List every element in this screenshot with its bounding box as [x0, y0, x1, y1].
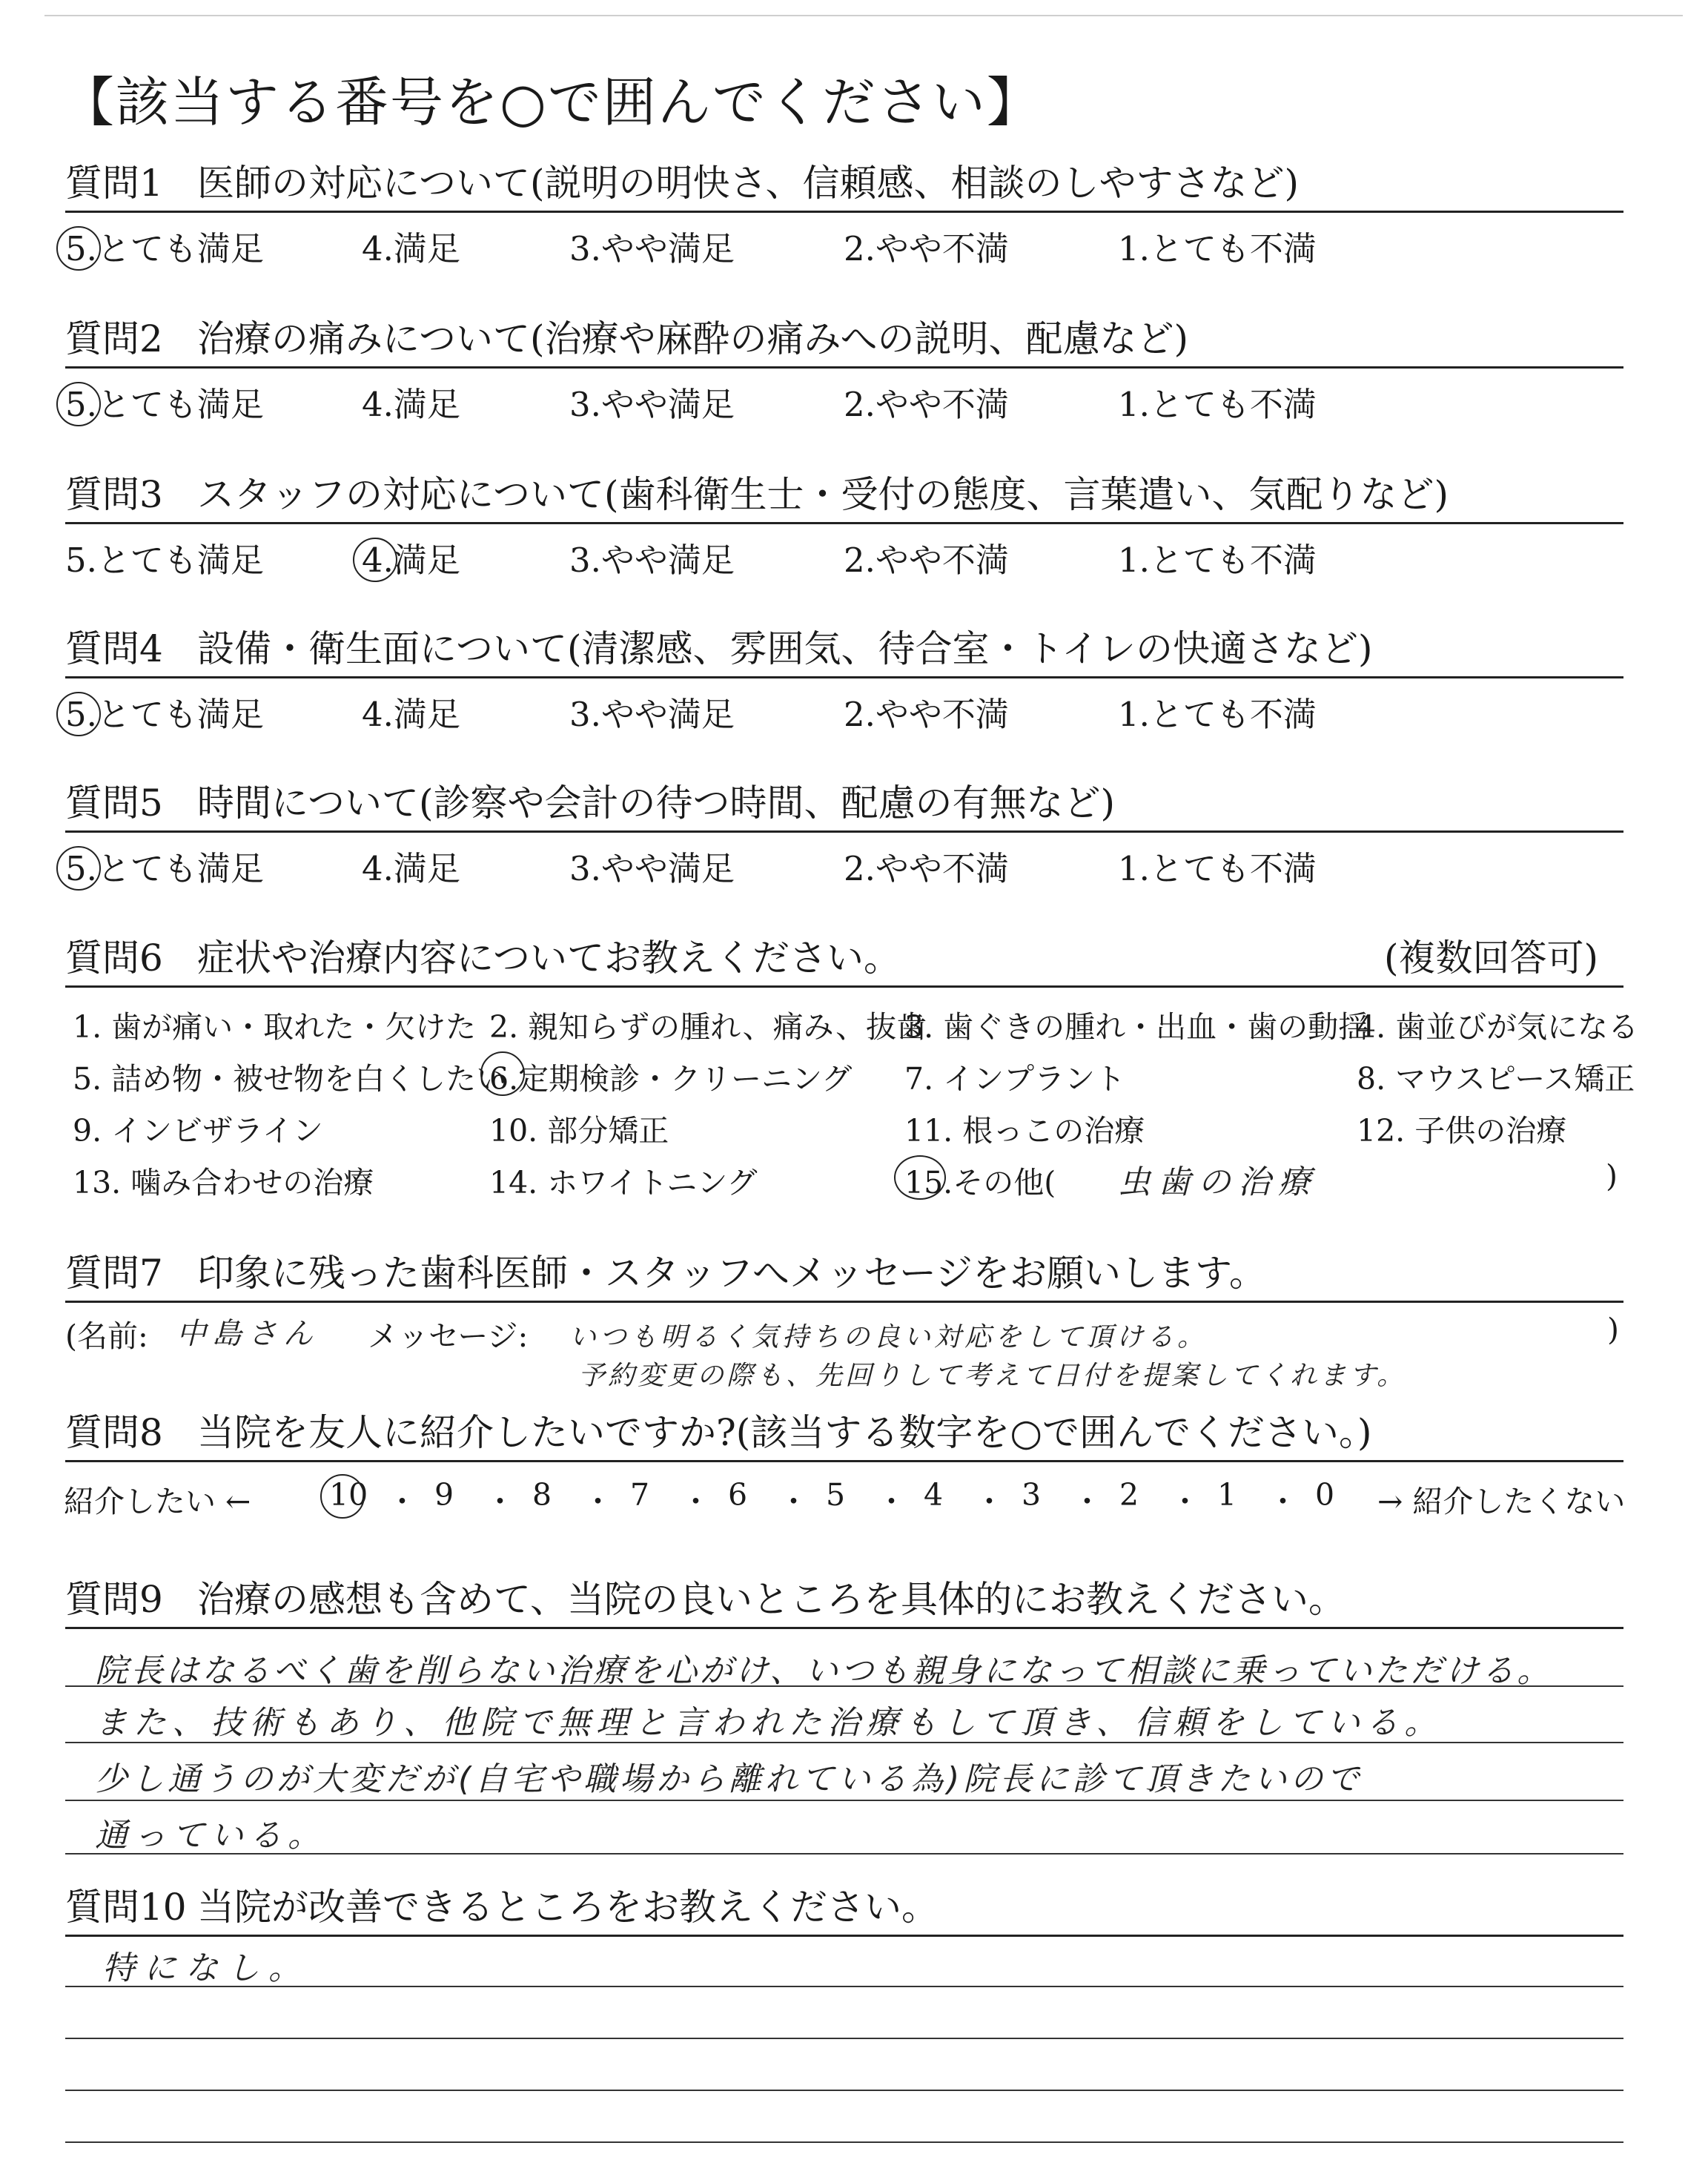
- option-5-circled[interactable]: 5.とても満足: [65, 849, 264, 888]
- ruled-line: [65, 1742, 1623, 1743]
- question-1: [65, 156, 1623, 280]
- ruled-line: [65, 1986, 1623, 1987]
- question-10: [65, 1880, 1623, 2159]
- option-5[interactable]: 5.とても満足: [65, 541, 264, 580]
- question-title: [65, 1246, 1623, 1303]
- name-handwritten: 中島さん: [176, 1317, 319, 1351]
- option-1[interactable]: 1.とても不満: [1118, 385, 1317, 424]
- question-text: スタッフの対応について(歯科衛生士・受付の態度、言葉遣い、気配りなど): [197, 473, 1449, 516]
- multiple-answer-note: (複数回答可): [1383, 937, 1598, 980]
- question-5: [65, 776, 1623, 899]
- question-4: [65, 621, 1623, 745]
- ruled-line: [65, 1685, 1623, 1687]
- question-number: 質問4: [65, 627, 163, 670]
- question-title: [65, 156, 1623, 213]
- answer-line: 院長はなるべく歯を削らない治療を心がけ、いつも親身になって相談に乗っていただける。: [95, 1652, 1553, 1690]
- scale-dot: ・: [1268, 1484, 1298, 1519]
- question-title: [65, 1880, 1623, 1937]
- scale-4[interactable]: 4: [924, 1477, 944, 1513]
- symptom-option[interactable]: 14. ホワイトニング: [489, 1165, 758, 1200]
- scale-dot: ・: [583, 1484, 613, 1519]
- option-4[interactable]: 4.満足: [362, 695, 460, 734]
- question-number: 質問3: [65, 473, 163, 516]
- ruled-line: [65, 2090, 1623, 2091]
- symptom-option[interactable]: 8. マウスピース矯正: [1357, 1061, 1635, 1097]
- option-4[interactable]: 4.満足: [362, 849, 460, 888]
- scale-10-circled[interactable]: 10: [329, 1477, 368, 1513]
- scale-left-label: 紹介したい ←: [64, 1484, 251, 1519]
- option-1[interactable]: 1.とても不満: [1118, 541, 1317, 580]
- symptom-option[interactable]: 13. 噛み合わせの治療: [73, 1165, 374, 1200]
- question-text: 症状や治療内容についてお教えください。: [197, 937, 901, 980]
- other-close-paren: ): [1606, 1158, 1618, 1194]
- message-label: メッセージ:: [368, 1318, 529, 1354]
- scale-8[interactable]: 8: [532, 1477, 552, 1513]
- scale-dot: ・: [681, 1484, 711, 1519]
- scale-7[interactable]: 7: [630, 1477, 650, 1513]
- top-border: [44, 15, 1683, 16]
- symptom-option[interactable]: 10. 部分矯正: [489, 1113, 669, 1149]
- question-text: 当院が改善できるところをお教えください。: [197, 1886, 939, 1929]
- question-7: [65, 1246, 1623, 1407]
- answer-lines: [65, 1937, 1623, 2159]
- question-title: [65, 1405, 1623, 1462]
- rating-options: [65, 678, 1623, 745]
- ruled-line: [65, 2038, 1623, 2039]
- symptom-option[interactable]: 5. 詰め物・被せ物を白くしたい: [73, 1061, 507, 1097]
- question-number: 質問7: [65, 1252, 163, 1295]
- question-number: 質問2: [65, 317, 163, 360]
- ruled-line: [65, 1800, 1623, 1801]
- scale-dot: ・: [387, 1484, 417, 1519]
- scale-dot: ・: [485, 1484, 515, 1519]
- question-text: 設備・衛生面について(清潔感、雰囲気、待合室・トイレの快適さなど): [197, 627, 1373, 670]
- answer-line: 少し通うのが大変だが(自宅や職場から離れている為)院長に診て頂きたいので: [95, 1760, 1363, 1798]
- symptom-option[interactable]: 12. 子供の治療: [1357, 1113, 1567, 1149]
- symptom-option[interactable]: 4. 歯並びが気になる: [1357, 1009, 1639, 1045]
- scale-2[interactable]: 2: [1119, 1477, 1139, 1513]
- symptom-options: [65, 988, 1639, 1210]
- option-2[interactable]: 2.やや不満: [844, 229, 1009, 268]
- option-2[interactable]: 2.やや不満: [844, 695, 1009, 734]
- option-4-circled[interactable]: 4.満足: [362, 541, 460, 580]
- scale-right-label: → 紹介したくない: [1377, 1484, 1626, 1519]
- scale-1[interactable]: 1: [1217, 1477, 1237, 1513]
- option-5-circled[interactable]: 5.とても満足: [65, 695, 264, 734]
- sheet-heading: 【該当する番号を○で囲んでください】: [61, 71, 1042, 133]
- recommend-scale: [64, 1462, 1626, 1529]
- symptom-option-other-circled[interactable]: 15.その他(: [904, 1158, 1056, 1202]
- question-6: [65, 931, 1639, 1210]
- rating-options: [65, 524, 1623, 591]
- other-text-handwritten: 虫歯の治療: [1118, 1163, 1318, 1201]
- question-text: 当院を友人に紹介したいですか?(該当する数字を○で囲んでください。): [197, 1411, 1372, 1454]
- option-2[interactable]: 2.やや不満: [844, 849, 1009, 888]
- question-text: 治療の感想も含めて、当院の良いところを具体的にお教えください。: [197, 1578, 1345, 1621]
- option-1[interactable]: 1.とても不満: [1118, 695, 1317, 734]
- rating-options: [65, 213, 1623, 280]
- symptom-option[interactable]: 11. 根っこの治療: [904, 1113, 1145, 1149]
- answer-line: 特になし。: [102, 1949, 310, 1987]
- scale-6[interactable]: 6: [728, 1477, 748, 1513]
- rating-options: [65, 833, 1623, 899]
- option-5-circled[interactable]: 5.とても満足: [65, 385, 264, 424]
- question-8: [64, 1405, 1626, 1529]
- option-2[interactable]: 2.やや不満: [844, 541, 1009, 580]
- option-3[interactable]: 3.やや満足: [569, 695, 735, 734]
- question-title: [65, 931, 1623, 988]
- question-number: 質問9: [65, 1578, 163, 1621]
- question-number: 質問5: [65, 782, 163, 825]
- scale-9[interactable]: 9: [434, 1477, 454, 1513]
- question-number: 質問6: [65, 937, 163, 980]
- message-close-paren: ): [1607, 1312, 1619, 1347]
- scale-dot: ・: [876, 1484, 907, 1519]
- symptom-option[interactable]: 2. 親知らずの腫れ、痛み、抜歯: [489, 1009, 927, 1045]
- option-4[interactable]: 4.満足: [362, 385, 460, 424]
- option-4[interactable]: 4.満足: [362, 229, 460, 268]
- symptom-option[interactable]: 9. インビザライン: [73, 1113, 323, 1149]
- message-line: 予約変更の際も、先回りして考えて日付を提案してくれます。: [578, 1361, 1407, 1391]
- answer-line: 通っている。: [95, 1817, 326, 1855]
- question-text: 印象に残った歯科医師・スタッフへメッセージをお願いします。: [197, 1252, 1266, 1295]
- question-text: 治療の痛みについて(治療や麻酔の痛みへの説明、配慮など): [197, 317, 1189, 360]
- name-label: (名前:: [65, 1318, 148, 1354]
- question-text: 医師の対応について(説明の明快さ、信頼感、相談のしやすさなど): [197, 162, 1300, 205]
- scale-5[interactable]: 5: [826, 1477, 846, 1513]
- option-3[interactable]: 3.やや満足: [569, 541, 735, 580]
- question-text: 時間について(診察や会計の待つ時間、配慮の有無など): [197, 782, 1116, 825]
- option-3[interactable]: 3.やや満足: [569, 229, 735, 268]
- symptom-option[interactable]: 7. インプラント: [904, 1061, 1126, 1097]
- ruled-line: [65, 1853, 1623, 1855]
- message-line: いつも明るく気持ちの良い対応をして頂ける。: [569, 1322, 1208, 1353]
- question-title: [65, 776, 1623, 833]
- question-3: [65, 467, 1623, 591]
- ruled-line: [65, 2141, 1623, 2143]
- option-1[interactable]: 1.とても不満: [1118, 849, 1317, 888]
- answer-line: また、技術もあり、他院で無理と言われた治療もして頂き、信頼をしている。: [95, 1704, 1443, 1742]
- question-number: 質問10: [65, 1886, 187, 1929]
- scale-dot: ・: [1170, 1484, 1200, 1519]
- scale-3[interactable]: 3: [1022, 1477, 1042, 1513]
- symptom-option[interactable]: 1. 歯が痛い・取れた・欠けた: [73, 1009, 477, 1045]
- question-title: [65, 621, 1623, 678]
- question-title: [65, 311, 1623, 369]
- option-1[interactable]: 1.とても不満: [1118, 229, 1317, 268]
- scale-dot: ・: [778, 1484, 809, 1519]
- option-2[interactable]: 2.やや不満: [844, 385, 1009, 424]
- scale-0[interactable]: 0: [1315, 1477, 1335, 1513]
- question-2: [65, 311, 1623, 435]
- question-title: [65, 1572, 1623, 1629]
- scale-dot: ・: [1072, 1484, 1102, 1519]
- symptom-option[interactable]: 3. 歯ぐきの腫れ・出血・歯の動揺: [904, 1009, 1369, 1045]
- scale-dot: ・: [974, 1484, 1004, 1519]
- question-number: 質問1: [65, 162, 163, 205]
- message-area: [65, 1303, 1623, 1407]
- rating-options: [65, 369, 1623, 435]
- option-3[interactable]: 3.やや満足: [569, 385, 735, 424]
- question-title: [65, 467, 1623, 524]
- symptom-option-circled[interactable]: 6.定期検診・クリーニング: [489, 1054, 852, 1098]
- option-3[interactable]: 3.やや満足: [569, 849, 735, 888]
- option-5-circled[interactable]: 5.とても満足: [65, 229, 264, 268]
- question-number: 質問8: [65, 1411, 163, 1454]
